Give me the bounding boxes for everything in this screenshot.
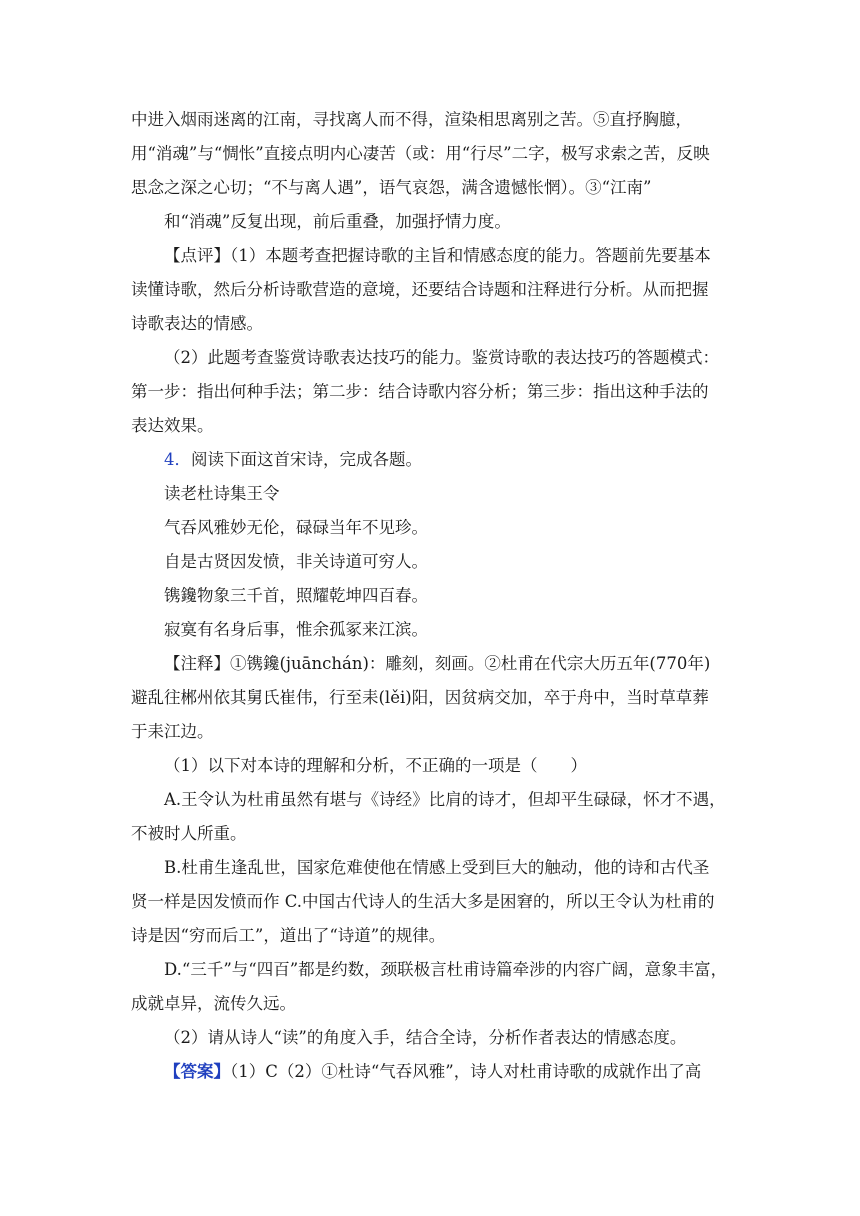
annotation-line: 于耒江边。	[131, 722, 214, 741]
question-line	[164, 450, 764, 470]
text-line: 思念之深之心切；“不与离人遇”，语气哀怨，满含遗憾怅惘）。③“江南”	[131, 178, 652, 197]
text-line: 和“消魂”反复出现，前后重叠，加强抒情力度。	[164, 212, 511, 231]
annotation-line: 避乱往郴州依其舅氏崔伟，行至耒(lěi)阳，因贫病交加，卒于舟中，当时草草葬	[131, 688, 709, 707]
subquestion-line: （2）请从诗人“读”的角度入手，结合全诗，分析作者表达的情感态度。	[164, 1028, 687, 1047]
option-d-line: 成就卓异，流传久远。	[131, 994, 296, 1013]
option-a-line: 不被时人所重。	[131, 824, 247, 843]
poem-line: 镌鑱物象三千首，照耀乾坤四百春。	[164, 586, 428, 605]
option-d-line: D.“三千”与“四百”都是约数，颈联极言杜甫诗篇牵涉的内容广阔，意象丰富，	[164, 960, 728, 979]
text-line: （2）此题考查鉴赏诗歌表达技巧的能力。鉴赏诗歌的表达技巧的答题模式：	[164, 348, 719, 367]
option-a-line: A.王令认为杜甫虽然有堪与《诗经》比肩的诗才，但却平生碌碌，怀才不遇，	[164, 790, 726, 809]
text-line: 诗歌表达的情感。	[131, 314, 263, 333]
poem-line: 自是古贤因发愤，非关诗道可穷人。	[164, 552, 428, 571]
option-b-line: B.杜甫生逢乱世，国家危难使他在情感上受到巨大的触动，他的诗和古代圣	[164, 858, 710, 877]
poem-line: 寂寞有名身后事，惟余孤冢来江滨。	[164, 620, 428, 639]
subquestion-line: （1）以下对本诗的理解和分析，不正确的一项是（ ）	[164, 756, 587, 775]
poem-line: 气吞风雅妙无伦，碌碌当年不见珍。	[164, 518, 428, 537]
comment-heading-line: 【点评】（1）本题考查把握诗歌的主旨和情感态度的能力。答题前先要基本	[164, 246, 711, 265]
question-prompt: 阅读下面这首宋诗，完成各题。	[191, 450, 422, 469]
text-line: 读懂诗歌，然后分析诗歌营造的意境，还要结合诗题和注释进行分析。从而把握	[131, 280, 709, 299]
option-b-c-line: 贤一样是因发愤而作 C.中国古代诗人的生活大多是困窘的，所以王令认为杜甫的	[131, 892, 715, 911]
text-line: 第一步：指出何种手法；第二步：结合诗歌内容分析；第三步：指出这种手法的	[131, 382, 709, 401]
option-c-line: 诗是因“穷而后工”，道出了“诗道”的规律。	[131, 926, 446, 945]
question-number: 4．	[164, 450, 191, 469]
annotation-line: 【注释】①镌鑱(juānchán)：雕刻，刻画。②杜甫在代宗大历五年(770年)	[164, 654, 711, 673]
text-line: 用“消魂”与“惆怅”直接点明内心凄苦（或：用“行尽”二字，极写求索之苦，反映	[131, 144, 710, 163]
poem-title: 读老杜诗集王令	[164, 484, 280, 503]
text-line: 表达效果。	[131, 416, 214, 435]
answer-text: （1）C（2）①杜诗“气吞风雅”，诗人对杜甫诗歌的成就作出了高	[230, 1062, 702, 1081]
answer-line	[164, 1062, 764, 1082]
answer-label: 【答案】	[164, 1062, 230, 1081]
text-line: 中进入烟雨迷离的江南，寻找离人而不得，渲染相思离别之苦。⑤直抒胸臆，	[131, 110, 692, 129]
